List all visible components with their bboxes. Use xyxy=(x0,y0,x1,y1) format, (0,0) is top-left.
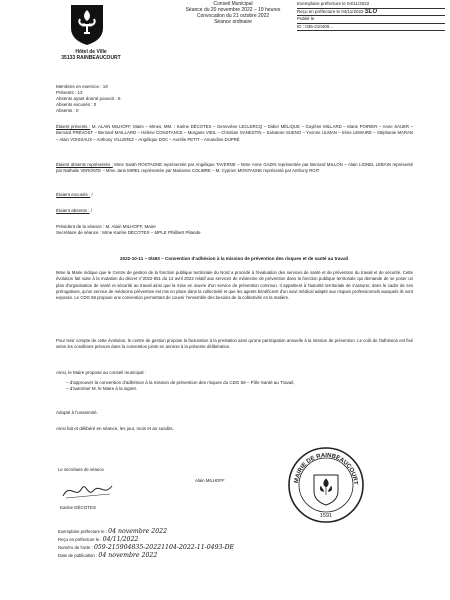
session-officers xyxy=(56,224,201,236)
session-line: Séance du 20 novembre 2022 – 19 heures xyxy=(185,7,281,13)
footer-row xyxy=(58,536,318,544)
mayor-name: Alain MILHOFF xyxy=(195,478,225,483)
stamp-line: Publié le xyxy=(297,16,445,24)
secretary-name: Karine DÉCOTES xyxy=(60,505,97,510)
absent-members xyxy=(56,208,92,214)
attendance-line: Présents : 13 xyxy=(56,90,83,95)
attendance-line: Absents ayant donné pouvoir : 6 xyxy=(56,96,121,101)
prefecture-stamp xyxy=(297,1,445,31)
decision-list xyxy=(66,380,396,392)
adoption-result: Adopté à l'unanimité. xyxy=(56,410,98,415)
stamp-line: ID : 035-210400... xyxy=(297,24,445,32)
represented-label: Étaient absents représentés : xyxy=(56,162,113,167)
session-header xyxy=(178,1,288,25)
body-paragraph: Mme la Maire indique que le Centre de gestion de la fonction publique territoriale du Nord a procédé à l'évaluation des services de santé et de prévention du travail et de sécurité. Cette évolution fait suite à la mutation du décret n°2022-551 du 13 avril 2022 relatif aux services de médecine de prévention dans la fonction publique territoriale qui demande de se poser un plan d'organisation de santé et sécurité au travail ainsi que la mise en œuvre d'un service de prévention commun. Il appartient à l'autorité territoriale de s'assurer, dans le cadre de ses prérogatives, qu'un service de médecine préventive est mis en place dans la collectivité et que les agents bénéficient d'un suivi médical adapté aux risques professionnels auxquels ils sont exposés. Le CDG 59 propose une convention permettant de couvrir l'ensemble des besoins de la collectivité en la matière. xyxy=(56,270,413,301)
signature-caption: Le secrétaire de séance xyxy=(58,467,104,472)
present-text: M. ALAIN MILHOFF, Maire – Mmes, MM. : Karine DÉCOTES – Geneviève LECLERCQ – Didier MÉLIQUE – Guylène MILLARD – Marie POIRIER – Anne SAUER – Bernard PRÉVOST – Bernard MAILLARD – Hélène CONSTANCE – Morgane VIEIL – Christian GANESTIN – Salvatore SUENO – Yvonne ULMAN – Irène LEMAIRE – Stéphanie MARAN – Alain VOISSAUX – Anthony VILLEREZ – Angélique DOC – Aurélie PETIT – Amandine DUPRÉ xyxy=(56,124,413,142)
session-line: Conseil Municipal xyxy=(213,1,253,7)
stamp-line-text: Reçu en préfecture le 04/11/2022 xyxy=(297,8,364,14)
seal-text: MAIRIE DE RAINBEAUCOURT xyxy=(293,452,359,485)
footer-label: Exemplaire préfecture le : xyxy=(58,529,107,534)
attendance-summary xyxy=(56,84,121,114)
decision-item: – d'approuver la convention d'adhésion à la mission de prévention des risques du CDG 59 – Pôle Santé au Travail, xyxy=(66,380,295,385)
footer-value: 04/11/2022 xyxy=(102,536,139,543)
town-seal-stamp xyxy=(286,445,366,525)
session-line: Séance ordinaire xyxy=(214,19,252,25)
slo-logo: SLO xyxy=(364,8,378,15)
footer-row xyxy=(58,552,318,560)
decision-intro: Ainsi, le Maire propose au conseil municipal : xyxy=(56,370,147,375)
present-members xyxy=(56,124,413,143)
absent-label: Étaient absents : xyxy=(56,208,90,213)
absent-value: / xyxy=(90,208,93,213)
seal-year: 1591 xyxy=(319,513,333,519)
footer-value: 059-215904835-20221104-2022-11-0493-DE xyxy=(93,544,235,551)
mairie-city: 35133 RAINBEAUCOURT xyxy=(61,55,121,61)
decision-item: – d'autoriser M. le Maire à la signer. xyxy=(66,386,138,391)
deliberation-title: 2022-10-11 – 0/493 – Convention d'adhésion à la mission de prévention des risques et de santé au travail xyxy=(120,256,349,261)
footer-row xyxy=(58,528,318,536)
publication-footer xyxy=(58,528,318,560)
footer-label: Date de publication : xyxy=(58,553,98,558)
footer-row xyxy=(58,544,318,552)
attendance-line: Membres en exercice : 19 xyxy=(56,84,108,89)
closing-statement: Ainsi fait et délibéré en séance, les jour, mois et an susdits. xyxy=(56,426,174,431)
mairie-name: Hôtel de Ville xyxy=(75,49,107,55)
present-label: Étaient présents : xyxy=(56,124,91,129)
excused-label: Étaient excusés : xyxy=(56,192,91,197)
stamp-line xyxy=(297,9,445,17)
body-paragraph: Pour tenir compte de cette évolution, le centre de gestion propose la facturation à la prestation ainsi qu'une participation annuelle à la mission de prévention. Le coût de l'adhésion est fixé selon les conditions prévues dans la convention jointe en annexe à la présente délibération. xyxy=(56,338,413,350)
represented-text: Mme Sarah ROSTAGNE représentée par Angélique TAVERNE – Mme Anne GAZIN représentée par Bernard MILLON – Alain LIONEL LEBAIN représenté par Nathalie VERONTE – Mme Jane MIREL représentée par Marianne COLIBRE – M. Cyprien MONTAGNE représenté par Anthony ROIT xyxy=(56,162,413,174)
stamp-line: Exemplaire préfecture le 04/11/2022 xyxy=(297,1,445,9)
president-line: Président de la séance : M. Alain MILHOFF, Maire xyxy=(56,224,156,229)
footer-label: Reçu en préfecture le : xyxy=(58,537,102,542)
mairie-address xyxy=(56,49,126,61)
footer-value: 04 novembre 2022 xyxy=(108,528,168,535)
footer-value: 04 novembre 2022 xyxy=(98,552,158,559)
secretary-signature xyxy=(60,478,120,504)
coat-of-arms-logo xyxy=(70,4,104,46)
excused-members xyxy=(56,192,93,198)
represented-members xyxy=(56,162,413,175)
excused-value: / xyxy=(91,192,93,197)
attendance-line: Absents excusés : 0 xyxy=(56,102,97,107)
attendance-line: Absents : 0 xyxy=(56,108,79,113)
session-line: Convocation du 21 octobre 2022 xyxy=(196,13,270,19)
secretary-line: Secrétaire de séance : Mme Karine DÉCOTES – MPLE Philibert Pilande xyxy=(56,230,201,235)
footer-label: Numéro de l'acte : xyxy=(58,545,93,550)
secretary-signature-block xyxy=(58,467,104,473)
